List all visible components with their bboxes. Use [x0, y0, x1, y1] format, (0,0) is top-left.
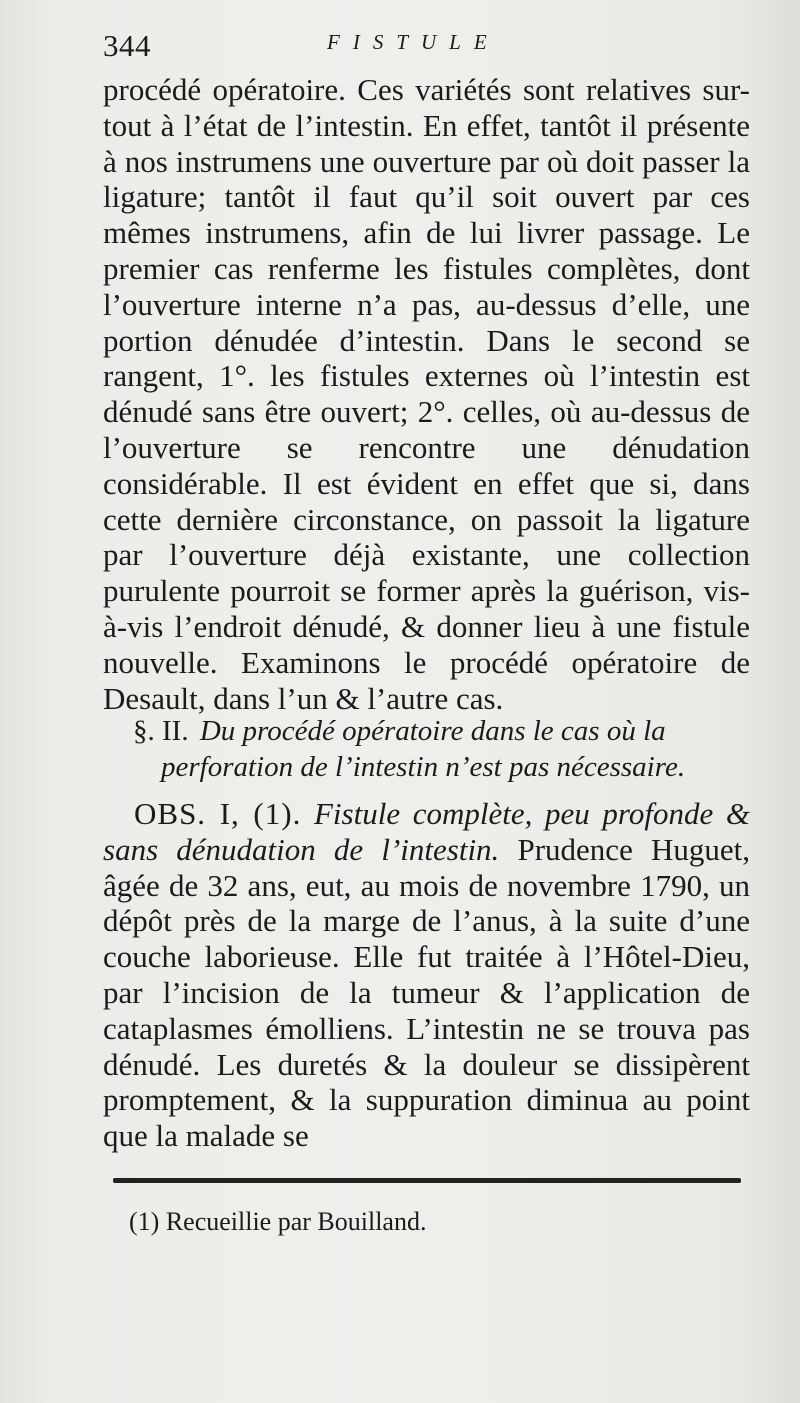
section-heading-line-1 — [133, 713, 750, 749]
section-title-start: Du procédé opératoire dans le cas où la — [199, 715, 666, 747]
observation-paragraph — [103, 796, 750, 1154]
main-text-paragraph-1 — [103, 72, 750, 716]
footnote: (1) Recueillie par Bouilland. — [129, 1207, 427, 1236]
main-text-paragraph-2 — [103, 796, 750, 1154]
observation-title: Fistule complète, peu profonde & sans dénudation de l’intestin. — [103, 796, 750, 867]
running-head: FISTULE — [327, 30, 500, 54]
observation-label: OBS. I, (1). — [134, 796, 302, 831]
section-number: §. II. — [133, 715, 189, 747]
paragraph-text: procédé opératoire. Ces variétés sont relatives sur-tout à l’état de l’intestin. En effet, tantôt il présente à nos instrumens une ouverture par où doit passer la ligature; tantôt il faut qu’il soit ouvert par ces mêmes instrumens, afin de lui livrer passage. Le premier cas renferme les fistules complètes, dont l’ouverture interne n’a pas, au-dessus d’elle, une portion dénudée d’intestin. Dans le second se rangent, 1°. les fistules externes où l’intestin est dénudé sans être ouvert; 2°. celles, où au-dessus de l’ouverture se rencontre une dénudation considérable. Il est évident en effet que si, dans cette dernière circonstance, on passoit la ligature par l’ouverture déjà existante, une collection purulente pourroit se former après la guérison, vis-à-vis l’endroit dénudé, & donner lieu à une fistule nouvelle. Examinons le procédé opératoire de Desault, dans l’un & l’autre cas. — [103, 72, 750, 716]
footnote-rule — [113, 1178, 741, 1183]
section-heading — [133, 713, 750, 785]
page-number: 344 — [103, 28, 151, 63]
observation-body: Prudence Huguet, âgée de 32 ans, eut, au mois de novembre 1790, un dépôt près de la marge de l’anus, à la suite d’une couche laborieuse. Elle fut traitée à l’Hôtel-Dieu, par l’incision de la tumeur & l’application de cataplasmes émolliens. L’intestin ne se trouva pas dénudé. Les duretés & la douleur se dissipèrent promptement, & la suppuration diminua au point que la malade se — [103, 831, 750, 1154]
section-title-end: perforation de l’intestin n’est pas nécessaire. — [161, 751, 686, 783]
